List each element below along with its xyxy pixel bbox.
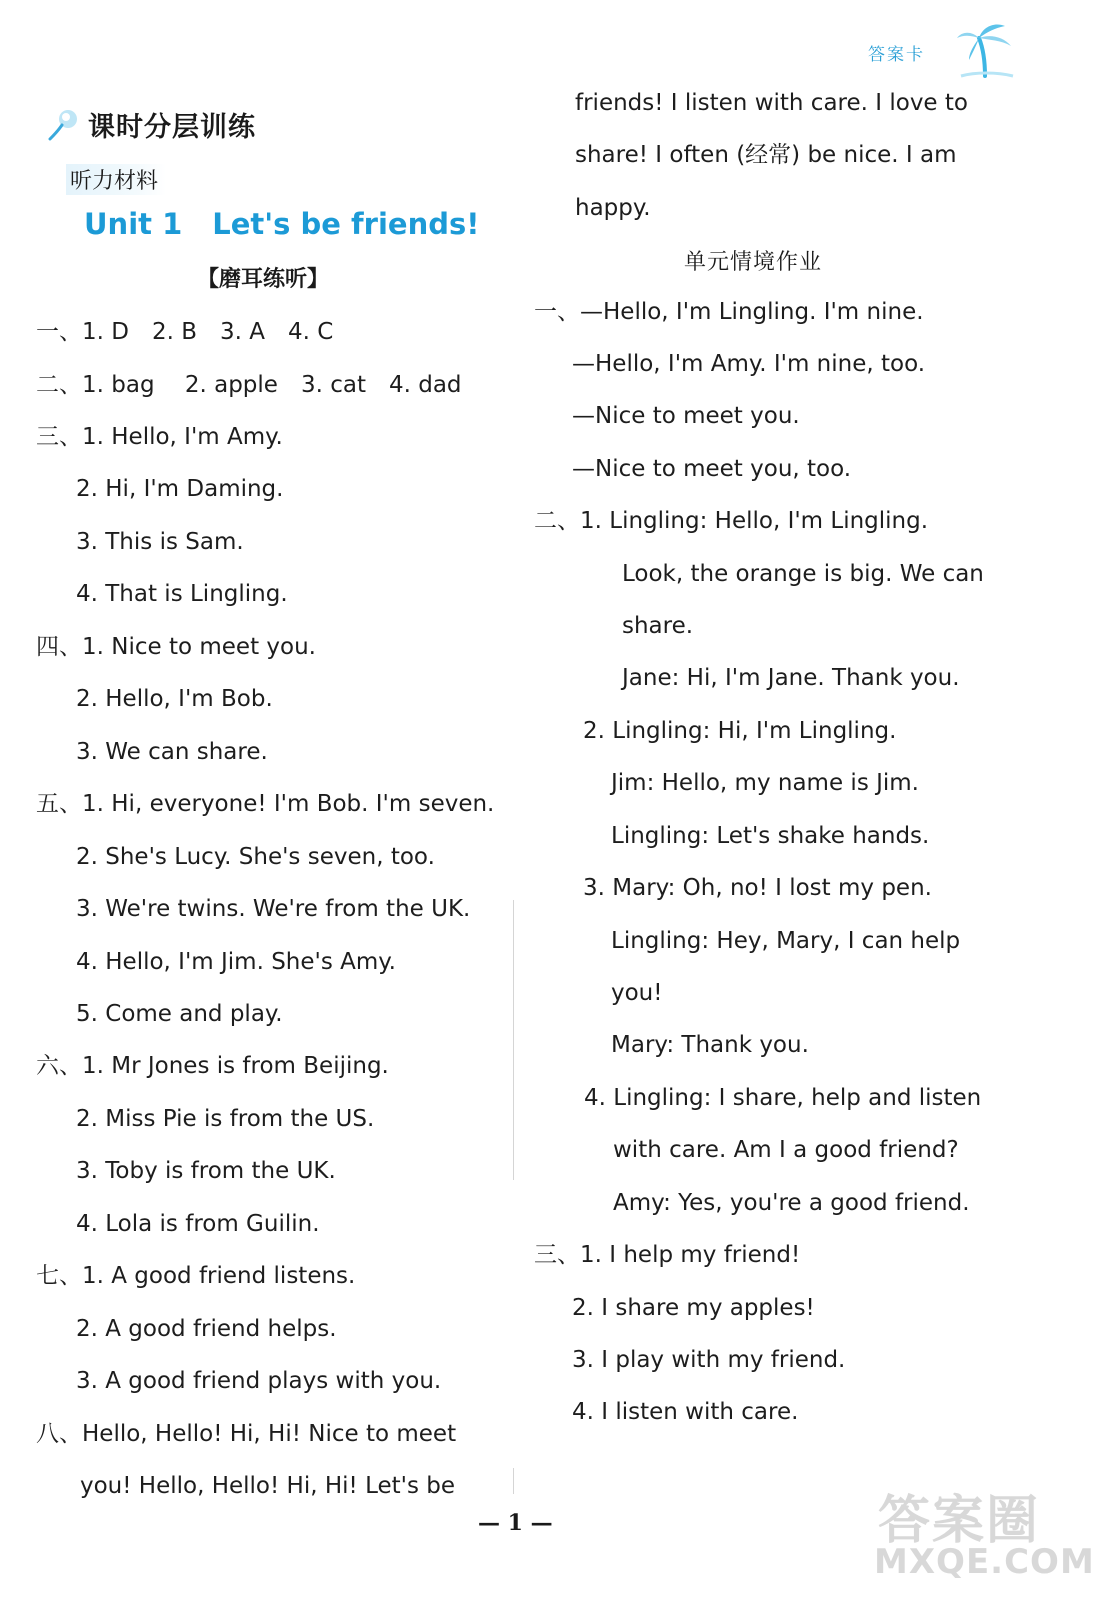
unit-number: Unit 1 bbox=[84, 207, 183, 241]
section-title: 课时分层训练 bbox=[88, 111, 256, 143]
answer-line: 一、—Hello, I'm Lingling. I'm nine. bbox=[534, 299, 924, 325]
answer-line: 3. I play with my friend. bbox=[572, 1347, 846, 1373]
answer-line: 七、1. A good friend listens. bbox=[36, 1263, 356, 1289]
answer-line: 3. We're twins. We're from the UK. bbox=[76, 896, 471, 922]
answer-line: 八、Hello, Hello! Hi, Hi! Nice to meet bbox=[36, 1421, 457, 1447]
answer-line: Lingling: Let's shake hands. bbox=[611, 823, 930, 849]
answer-card-label: 答案卡 bbox=[868, 45, 925, 65]
answer-line: 5. Come and play. bbox=[76, 1001, 283, 1027]
answer-line: Mary: Thank you. bbox=[611, 1032, 809, 1058]
answer-line: —Nice to meet you. bbox=[572, 403, 800, 429]
answer-line: 2. Hi, I'm Daming. bbox=[76, 476, 284, 502]
answer-line: Jim: Hello, my name is Jim. bbox=[611, 770, 919, 796]
answer-line: 3. We can share. bbox=[76, 739, 268, 765]
site-watermark bbox=[872, 1478, 1095, 1588]
listening-material-label: 听力材料 bbox=[66, 164, 166, 195]
answer-line: 一、1. D 2. B 3. A 4. C bbox=[36, 319, 334, 345]
answer-line: 2. I share my apples! bbox=[572, 1295, 815, 1321]
answer-line: 二、1. Lingling: Hello, I'm Lingling. bbox=[534, 508, 929, 534]
answer-line: 4. Lola is from Guilin. bbox=[76, 1211, 320, 1237]
answer-line: 2. Miss Pie is from the US. bbox=[76, 1106, 375, 1132]
answer-line: you! bbox=[611, 980, 663, 1006]
answer-line: 六、1. Mr Jones is from Beijing. bbox=[36, 1053, 389, 1079]
answer-line: Lingling: Hey, Mary, I can help bbox=[611, 928, 961, 954]
answer-line: 2. Hello, I'm Bob. bbox=[76, 686, 273, 712]
answer-line: 五、1. Hi, everyone! I'm Bob. I'm seven. bbox=[36, 791, 495, 817]
answer-line: 4. Hello, I'm Jim. She's Amy. bbox=[76, 949, 396, 975]
answer-line: Look, the orange is big. We can bbox=[622, 561, 984, 587]
answer-line: 2. A good friend helps. bbox=[76, 1316, 337, 1342]
answer-line: friends! I listen with care. I love to bbox=[575, 90, 968, 116]
answer-line: 二、1. bag 2. apple 3. cat 4. dad bbox=[36, 372, 462, 398]
answer-line: 四、1. Nice to meet you. bbox=[36, 634, 316, 660]
answer-line: 三、1. Hello, I'm Amy. bbox=[36, 424, 283, 450]
answer-line: 2. Lingling: Hi, I'm Lingling. bbox=[583, 718, 897, 744]
column-divider bbox=[513, 1468, 514, 1494]
answer-line: 3. Mary: Oh, no! I lost my pen. bbox=[583, 875, 932, 901]
unit-title bbox=[84, 207, 479, 241]
answer-line: 3. A good friend plays with you. bbox=[76, 1368, 442, 1394]
watermark-logo-text: 答案圈 bbox=[878, 1491, 1041, 1551]
answer-line: —Nice to meet you, too. bbox=[572, 456, 852, 482]
answer-line: Amy: Yes, you're a good friend. bbox=[613, 1190, 970, 1216]
column-divider bbox=[513, 900, 514, 1180]
section-heading bbox=[48, 102, 256, 146]
answer-line: you! Hello, Hello! Hi, Hi! Let's be bbox=[80, 1473, 456, 1499]
answer-line: 4. Lingling: I share, help and listen bbox=[584, 1085, 982, 1111]
unit-name: Let's be friends! bbox=[212, 207, 480, 241]
section-swirl-icon bbox=[48, 107, 80, 141]
answer-line: happy. bbox=[575, 195, 651, 221]
answer-line: share. bbox=[622, 613, 694, 639]
answer-line: 4. That is Lingling. bbox=[76, 581, 288, 607]
answer-line: with care. Am I a good friend? bbox=[613, 1137, 959, 1163]
watermark-domain: MXQE.COM bbox=[874, 1542, 1095, 1582]
answer-line: 3. This is Sam. bbox=[76, 529, 244, 555]
answer-line: Jane: Hi, I'm Jane. Thank you. bbox=[622, 665, 960, 691]
answer-line: share! I often (经常) be nice. I am bbox=[575, 142, 957, 168]
unit-task-heading: 单元情境作业 bbox=[684, 250, 823, 275]
answer-line: 3. Toby is from the UK. bbox=[76, 1158, 336, 1184]
answer-line: —Hello, I'm Amy. I'm nine, too. bbox=[572, 351, 926, 377]
answer-line: 4. I listen with care. bbox=[572, 1399, 799, 1425]
listening-practice-subhead: 【磨耳练听】 bbox=[197, 267, 330, 292]
palm-tree-icon bbox=[955, 20, 1017, 78]
answer-line: 三、1. I help my friend! bbox=[534, 1242, 801, 1268]
answer-line: 2. She's Lucy. She's seven, too. bbox=[76, 844, 435, 870]
page-number: — 1 — bbox=[478, 1510, 553, 1536]
